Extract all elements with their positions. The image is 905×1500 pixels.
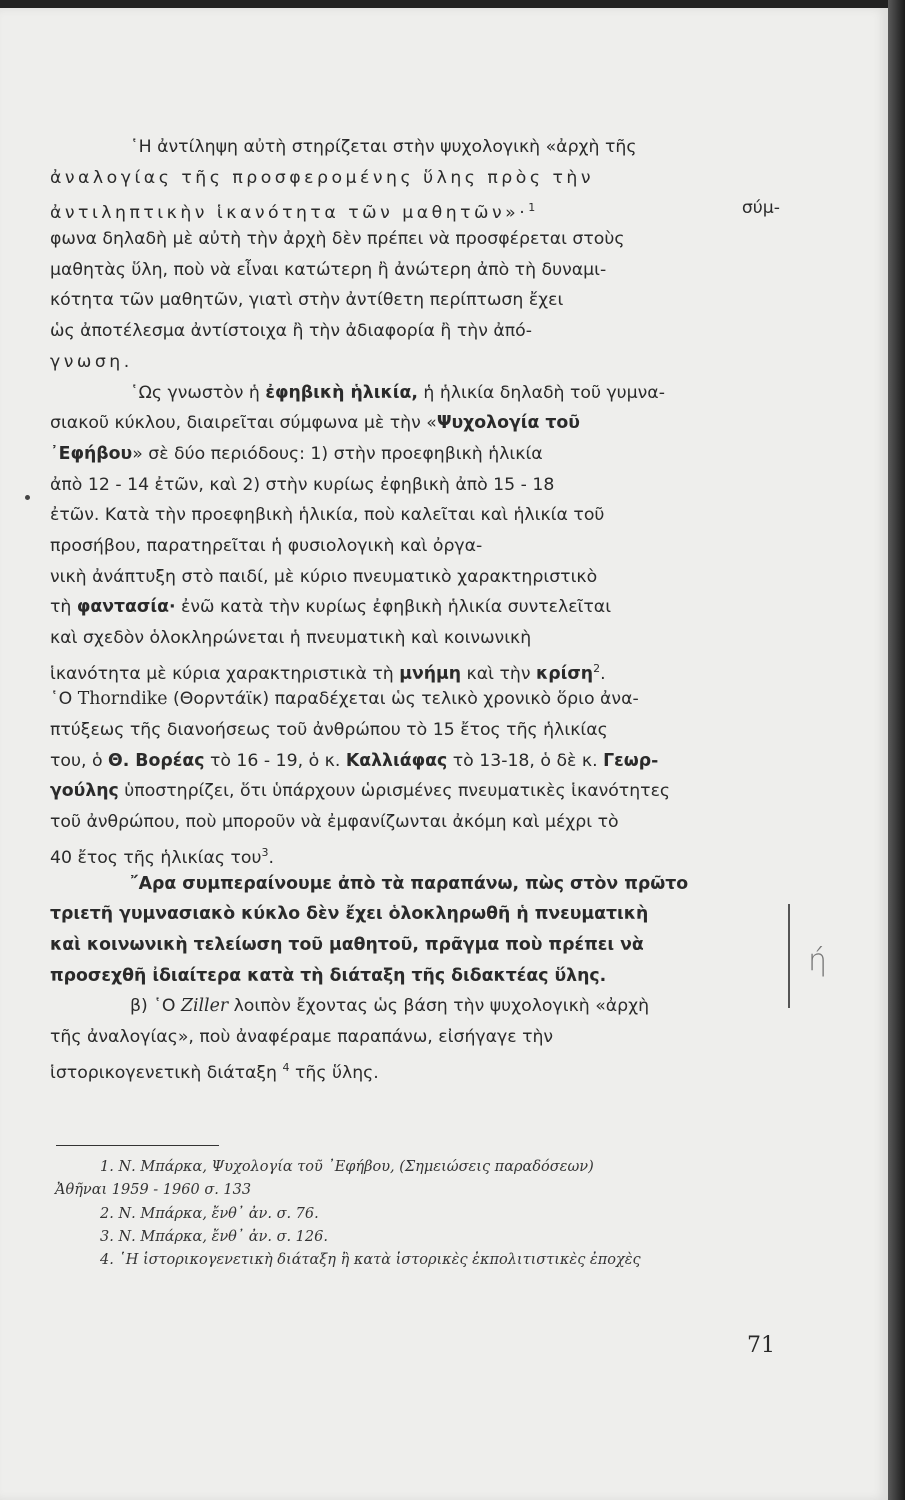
- footnote: [55, 1156, 785, 1179]
- text-line: [50, 470, 780, 501]
- text-line: [50, 193, 780, 224]
- text-line: [50, 807, 780, 838]
- text-line: [50, 347, 780, 378]
- emphasis: Γεωρ-: [603, 750, 659, 771]
- margin-note: ή: [808, 943, 828, 978]
- text: λοιπὸν ἔχοντας ὡς βάση τὴν ψυχολογικὴ «ἀρχὴ: [228, 996, 650, 1017]
- margin-bar: [788, 904, 790, 1008]
- text: γνωση.: [50, 351, 133, 372]
- text-line: [50, 746, 780, 777]
- book-page: [0, 8, 888, 1500]
- text-line: [50, 408, 780, 439]
- footnote-ref: 3: [261, 845, 269, 859]
- text: σιακοῦ κύκλου, διαιρεῖται σύμφωνα μὲ τὴν «: [50, 413, 437, 434]
- text: ἱστορικογενετικὴ διάταξη: [50, 1062, 283, 1083]
- text-line: [50, 500, 780, 531]
- emphasis: Ψυχολογία τοῦ: [436, 413, 580, 434]
- text: τὸ 16 - 19, ὁ κ.: [204, 750, 346, 771]
- text: 2. Ν. Μπάρκα, ἔνθ᾽ ἀν. σ. 76.: [100, 1205, 319, 1222]
- text-line: [50, 224, 780, 255]
- text: 4. ῾Η ἱστορικογενετικὴ διάταξη ἢ κατὰ ἱστορικὲς ἐκπολιτιστικὲς ἐποχὲς: [100, 1252, 641, 1269]
- text: τοῦ ἀνθρώπου, ποὺ μποροῦν νὰ ἐμφανίζωνται ἀκόμη καὶ μέχρι τὸ: [50, 812, 619, 833]
- name: Thorndike: [77, 689, 168, 710]
- text-line: [50, 1022, 780, 1053]
- text-line: [50, 684, 780, 715]
- text-line: [50, 132, 780, 163]
- text-line: [50, 592, 780, 623]
- text-line: [50, 623, 780, 654]
- text-line: [50, 439, 780, 470]
- footnotes: [55, 1156, 785, 1272]
- emphasis: κρίση: [535, 663, 594, 684]
- page-number: 71: [747, 1333, 775, 1358]
- text: ἐνῶ κατὰ τὴν κυρίως ἐφηβικὴ ἡλικία συντελεῖται: [175, 597, 612, 618]
- text: τῆς ὕλης.: [289, 1062, 379, 1083]
- text: ἐτῶν. Κατὰ τὴν προεφηβικὴ ἡλικία, ποὺ καλεῖται καὶ ἡλικία τοῦ: [50, 505, 605, 526]
- text-line: [50, 255, 780, 286]
- ink-dot: [25, 495, 30, 500]
- text-line: [50, 654, 780, 685]
- book-edge: [888, 0, 905, 1500]
- text: ὡς ἀποτέλεσμα ἀντίστοιχα ἢ τὴν ἀδιαφορία ἢ τὴν ἀπό-: [50, 321, 532, 342]
- text: (Θορντάϊκ) παραδέχεται ὡς τελικὸ χρονικὸ ὅριο ἀνα-: [167, 689, 639, 710]
- text: 3. Ν. Μπάρκα, ἔνθ᾽ ἀν. σ. 126.: [100, 1228, 328, 1245]
- text: [50, 193, 535, 224]
- text-line: [50, 715, 780, 746]
- emphasis: ἐφηβικὴ ἡλικία,: [265, 382, 418, 403]
- footnote: [55, 1226, 785, 1249]
- text: νικὴ ἀνάπτυξη στὸ παιδί, μὲ κύριο πνευματικὸ χαρακτηριστικὸ: [50, 566, 598, 587]
- text: προσεχθῆ ἰδιαίτερα κατὰ τὴ διάταξη τῆς διδακτέας ὕλης.: [50, 965, 607, 986]
- text-line: [50, 163, 780, 194]
- text: .: [600, 663, 606, 684]
- text: προσήβου, παρατηρεῖται ἡ φυσιολογικὴ καὶ ὀργα-: [50, 535, 483, 556]
- text: τὴ: [50, 597, 77, 618]
- text: φωνα δηλαδὴ μὲ αὐτὴ τὴν ἀρχὴ δὲν πρέπει νὰ προσφέρεται στοὺς: [50, 229, 625, 250]
- text: ἱκανότητα μὲ κύρια χαρακτηριστικὰ τὴ: [50, 663, 400, 684]
- text: ἀπὸ 12 - 14 ἐτῶν, καὶ 2) στὴν κυρίως ἐφηβικὴ ἀπὸ 15 - 18: [50, 474, 555, 495]
- text: σύμ-: [741, 198, 780, 219]
- footnote-ref: 1: [528, 201, 536, 215]
- text: τὸ 13-18, ὁ δὲ κ.: [447, 750, 604, 771]
- text: .: [268, 847, 274, 868]
- text: Ἀθῆναι 1959 - 1960 σ. 133: [55, 1182, 252, 1199]
- text-line: [50, 961, 780, 992]
- text: ῾Ως γνωστὸν ἡ: [130, 382, 266, 403]
- text: ῎Αρα συμπεραίνουμε ἀπὸ τὰ παραπάνω, πὼς στὸν πρῶτο: [130, 873, 689, 894]
- text: β) ῾Ο: [130, 996, 181, 1017]
- text: πτύξεως τῆς διανοήσεως τοῦ ἀνθρώπου τὸ 15 ἔτος τῆς ἡλικίας: [50, 720, 608, 741]
- footnote: [55, 1179, 785, 1202]
- text: » σὲ δύο περιόδους: 1) στὴν προεφηβικὴ ἡλικία: [132, 443, 543, 464]
- text: ἡ ἡλικία δηλαδὴ τοῦ γυμνα-: [417, 382, 665, 403]
- text: 1. Ν. Μπάρκα, Ψυχολογία τοῦ ᾽Εφήβου, (Σημειώσεις παραδόσεων): [100, 1159, 594, 1175]
- footnote-ref: 2: [593, 661, 601, 675]
- text-line: [50, 378, 780, 409]
- text-line: [50, 285, 780, 316]
- text: τῆς ἀναλογίας», ποὺ ἀναφέραμε παραπάνω, εἰσήγαγε τὴν: [50, 1026, 554, 1047]
- text: καὶ τὴν: [461, 663, 536, 684]
- emphasis: Θ. Βορέας: [108, 750, 205, 771]
- text: ὑποστηρίζει, ὅτι ὑπάρχουν ὡρισμένες πνευματικὲς ἱκανότητες: [118, 781, 671, 802]
- text: κότητα τῶν μαθητῶν, γιατὶ στὴν ἀντίθετη περίπτωση ἔχει: [50, 290, 564, 311]
- text-line: [50, 1053, 780, 1084]
- text-line: [50, 869, 780, 900]
- text-line: [50, 562, 780, 593]
- text: του, ὁ: [50, 750, 109, 771]
- text-line: [50, 316, 780, 347]
- text-line: [50, 991, 780, 1022]
- text-line: [50, 899, 780, 930]
- footnote-ref: 4: [282, 1060, 290, 1074]
- text-line: [50, 776, 780, 807]
- text: ῾Η ἀντίληψη αὐτὴ στηρίζεται στὴν ψυχολογικὴ «ἀρχὴ τῆς: [130, 137, 637, 157]
- text-line: [50, 930, 780, 961]
- emphasis: γούλης: [50, 781, 119, 802]
- text: ἀντιληπτικὴν ἱκανότητα τῶν μαθητῶν»·: [50, 203, 529, 224]
- text: ἀναλογίας τῆς προσφερομένης ὕλης πρὸς τὴν: [50, 167, 594, 188]
- emphasis: μνήμη: [399, 663, 462, 684]
- text: ῾Ο: [50, 689, 78, 710]
- emphasis: φαντασία·: [76, 597, 176, 618]
- footnote: [55, 1203, 785, 1226]
- text: τριετῆ γυμνασιακὸ κύκλο δὲν ἔχει ὁλοκληρωθῆ ἡ πνευματικὴ: [50, 904, 649, 925]
- text: καὶ κοινωνικὴ τελείωση τοῦ μαθητοῦ, πρᾶγμα ποὺ πρέπει νὰ: [50, 934, 644, 955]
- text: καὶ σχεδὸν ὁλοκληρώνεται ἡ πνευματικὴ καὶ κοινωνικὴ: [50, 628, 532, 648]
- name: Ziller: [181, 996, 229, 1017]
- body-text: [50, 132, 780, 1083]
- footnote-rule: [56, 1145, 219, 1146]
- footnote: [55, 1249, 785, 1272]
- text-line: [50, 838, 780, 869]
- emphasis: Καλλιάφας: [345, 750, 448, 771]
- emphasis: ᾽Εφήβου: [50, 443, 133, 464]
- text: μαθητὰς ὕλη, ποὺ νὰ εἶναι κατώτερη ἢ ἀνώτερη ἀπὸ τὴ δυναμι-: [50, 259, 607, 280]
- text: 40 ἔτος τῆς ἡλικίας του: [50, 847, 262, 868]
- text-line: [50, 531, 780, 562]
